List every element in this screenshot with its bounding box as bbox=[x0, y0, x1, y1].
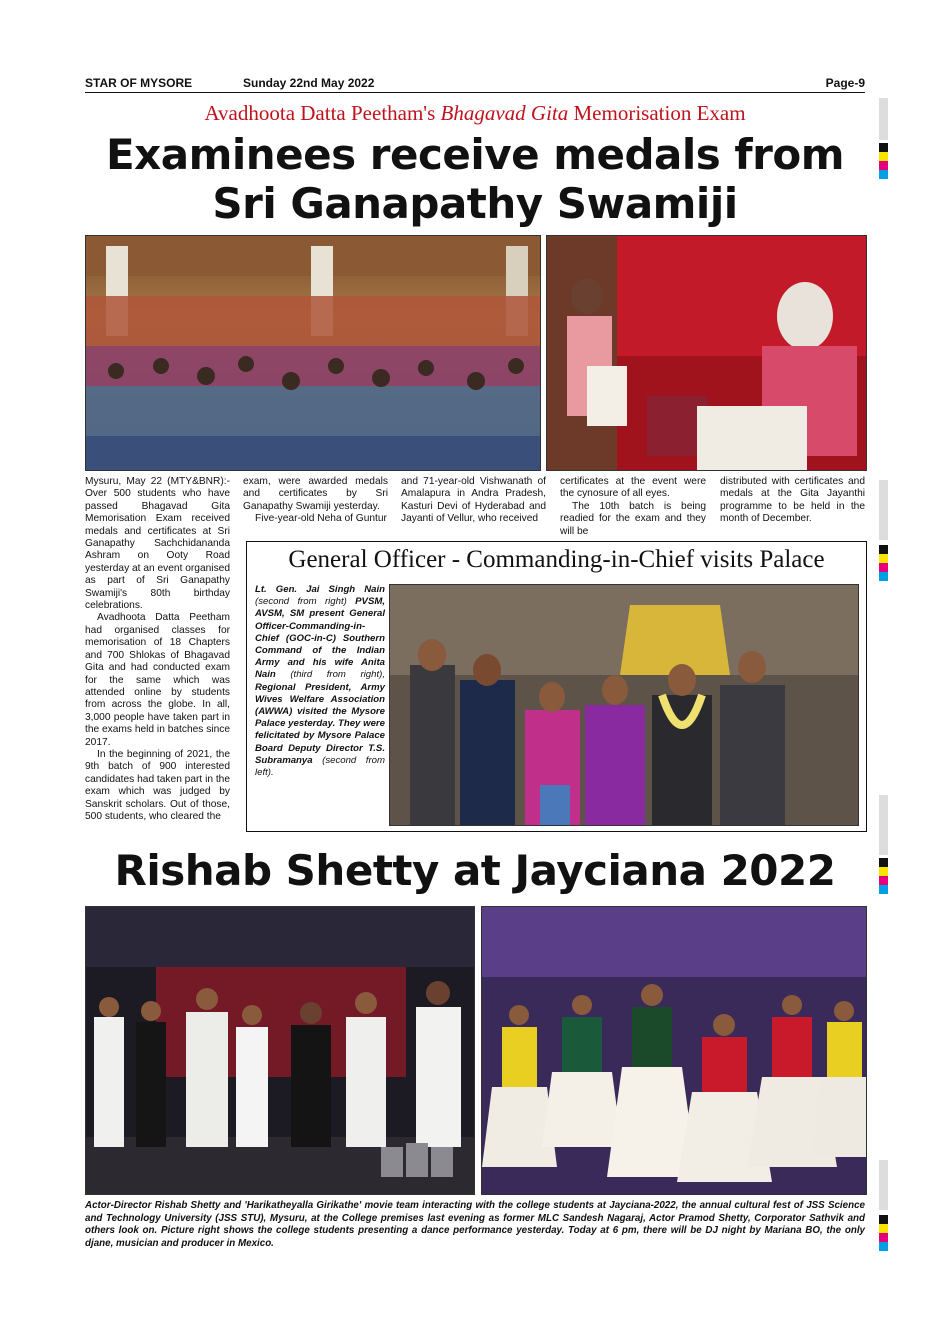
caption-part: (second from left). bbox=[255, 754, 385, 779]
story1-paragraph: Five-year-old Neha of Guntur bbox=[255, 513, 387, 525]
photo-palace-visit bbox=[389, 584, 859, 826]
masthead bbox=[85, 76, 865, 92]
kicker-post: Memorisation Exam bbox=[568, 101, 746, 125]
caption-part: Regional President, Army Wives Welfare Association (AWWA) visited the Mysore Palace yesterday. They were felicitated by Mysore Palace Board Deputy Director T.S. Subramanya bbox=[255, 681, 385, 766]
registration-bar-grey bbox=[879, 98, 888, 140]
story1-col3 bbox=[401, 476, 546, 526]
story1-paragraph: and 71-year-old Vishwanath of Amalapura in Andra Pradesh, Kasturi Devi of Hyderabad and Jayanti of Vellur, who received bbox=[401, 476, 546, 525]
photo-palace-visit-image bbox=[390, 585, 858, 825]
masthead-rule bbox=[85, 92, 865, 93]
story1-paragraph: exam, were awarded medals and certificates by Sri Ganapathy Swamiji yesterday. bbox=[243, 476, 388, 512]
photo-swamiji-certificate bbox=[546, 235, 867, 471]
photo-rishab-stage bbox=[85, 906, 475, 1195]
story1-col4 bbox=[560, 476, 706, 538]
story1-paragraph: In the beginning of 2021, the 9th batch of 900 interested candidates had taken part in the exam which was judged by Sanskrit scholars. Out of those, 500 students, who cleared the bbox=[85, 748, 230, 822]
story3-caption: Actor-Director Rishab Shetty and 'Harikatheyalla Girikathe' movie team interacting with the college students at Jayciana-2022, the annual cultural fest of JSS Science and Technology University (JSS STU), Mysuru, at the College premises last evening as former MLC Sandesh Nagaraj, Actor Pramod Shetty, Corporator Sathvik and others look on. Picture right shows the college students presenting a dance performance yesterday. Today at 6 pm, there will be DJ night by Mariana BO, the only djane, musician and producer in Mexico. bbox=[85, 1200, 865, 1249]
kicker-italic: Bhagavad Gita bbox=[440, 101, 569, 125]
story2-caption bbox=[255, 584, 385, 779]
caption-part: Lt. Gen. Jai Singh Nain bbox=[255, 584, 385, 595]
story2-title: General Officer - Commanding-in-Chief visits Palace bbox=[288, 546, 825, 573]
story1-headline-line1: Examinees receive medals from bbox=[105, 130, 844, 179]
story1-paragraph: Avadhoota Datta Peetham had organised classes for memorisation of 18 Chapters and 700 Shlokas of Bhagavad Gita and had conducted exam for the same which was attended online by students from across the globe. In all, 3,000 people have taken part in the exams held in batches since 2017. bbox=[85, 612, 230, 748]
caption-part: (third from right), bbox=[275, 669, 385, 681]
caption-part: PVSM, AVSM, SM present General Officer-Commanding-in-Chief (GOC-in-C) Southern Command of the Indian Army and his wife Anita Nain bbox=[255, 596, 385, 681]
story1-headline-line2: Sri Ganapathy Swamiji bbox=[212, 179, 738, 228]
story1-paragraph: Mysuru, May 22 (MTY&BNR):- Over 500 students who have passed Bhagavad Gita Memorisation Exam received medals and certificates at Sri Ganapathy Sachchidananda Ashram on Ooty Road yesterday at an event organised as part of Sri Ganapathy Swamiji's 80th birthday celebrations. bbox=[85, 476, 230, 612]
story1-kicker bbox=[85, 101, 865, 126]
story1-col1 bbox=[85, 476, 230, 823]
photo-examinees-hall bbox=[85, 235, 541, 471]
page-number: Page-9 bbox=[825, 76, 865, 90]
story1-col5 bbox=[720, 476, 865, 526]
photo-rishab-stage-image bbox=[86, 907, 474, 1194]
photo-dance-performance-image bbox=[482, 907, 866, 1194]
registration-bar-grey bbox=[879, 1160, 888, 1210]
story2-box bbox=[246, 541, 867, 832]
story1-paragraph: The 10th batch is being readied for the exam and they will be bbox=[560, 500, 706, 537]
kicker-pre: Avadhoota Datta Peetham's bbox=[204, 101, 441, 125]
issue-date: Sunday 22nd May 2022 bbox=[243, 76, 375, 90]
registration-bar-grey bbox=[879, 480, 888, 540]
registration-bar-grey bbox=[879, 795, 888, 855]
photo-dance-performance bbox=[481, 906, 867, 1195]
newspaper-name: STAR OF MYSORE bbox=[85, 76, 193, 90]
registration-marks-2 bbox=[879, 545, 888, 581]
registration-marks-3 bbox=[879, 858, 888, 894]
story3-headline: Rishab Shetty at Jayciana 2022 bbox=[114, 846, 836, 895]
caption-part: (second from right) bbox=[255, 596, 356, 608]
photo-examinees-hall-image bbox=[86, 236, 540, 470]
registration-marks-1 bbox=[879, 143, 888, 179]
registration-marks-4 bbox=[879, 1215, 888, 1251]
story1-paragraph: certificates at the event were the cynosure of all eyes. bbox=[560, 476, 706, 500]
photo-swamiji-certificate-image bbox=[547, 236, 866, 470]
story1-paragraph: distributed with certificates and medals at the Gita Jayanthi programme to be held in the month of December. bbox=[720, 476, 865, 525]
story1-col2 bbox=[243, 476, 388, 526]
